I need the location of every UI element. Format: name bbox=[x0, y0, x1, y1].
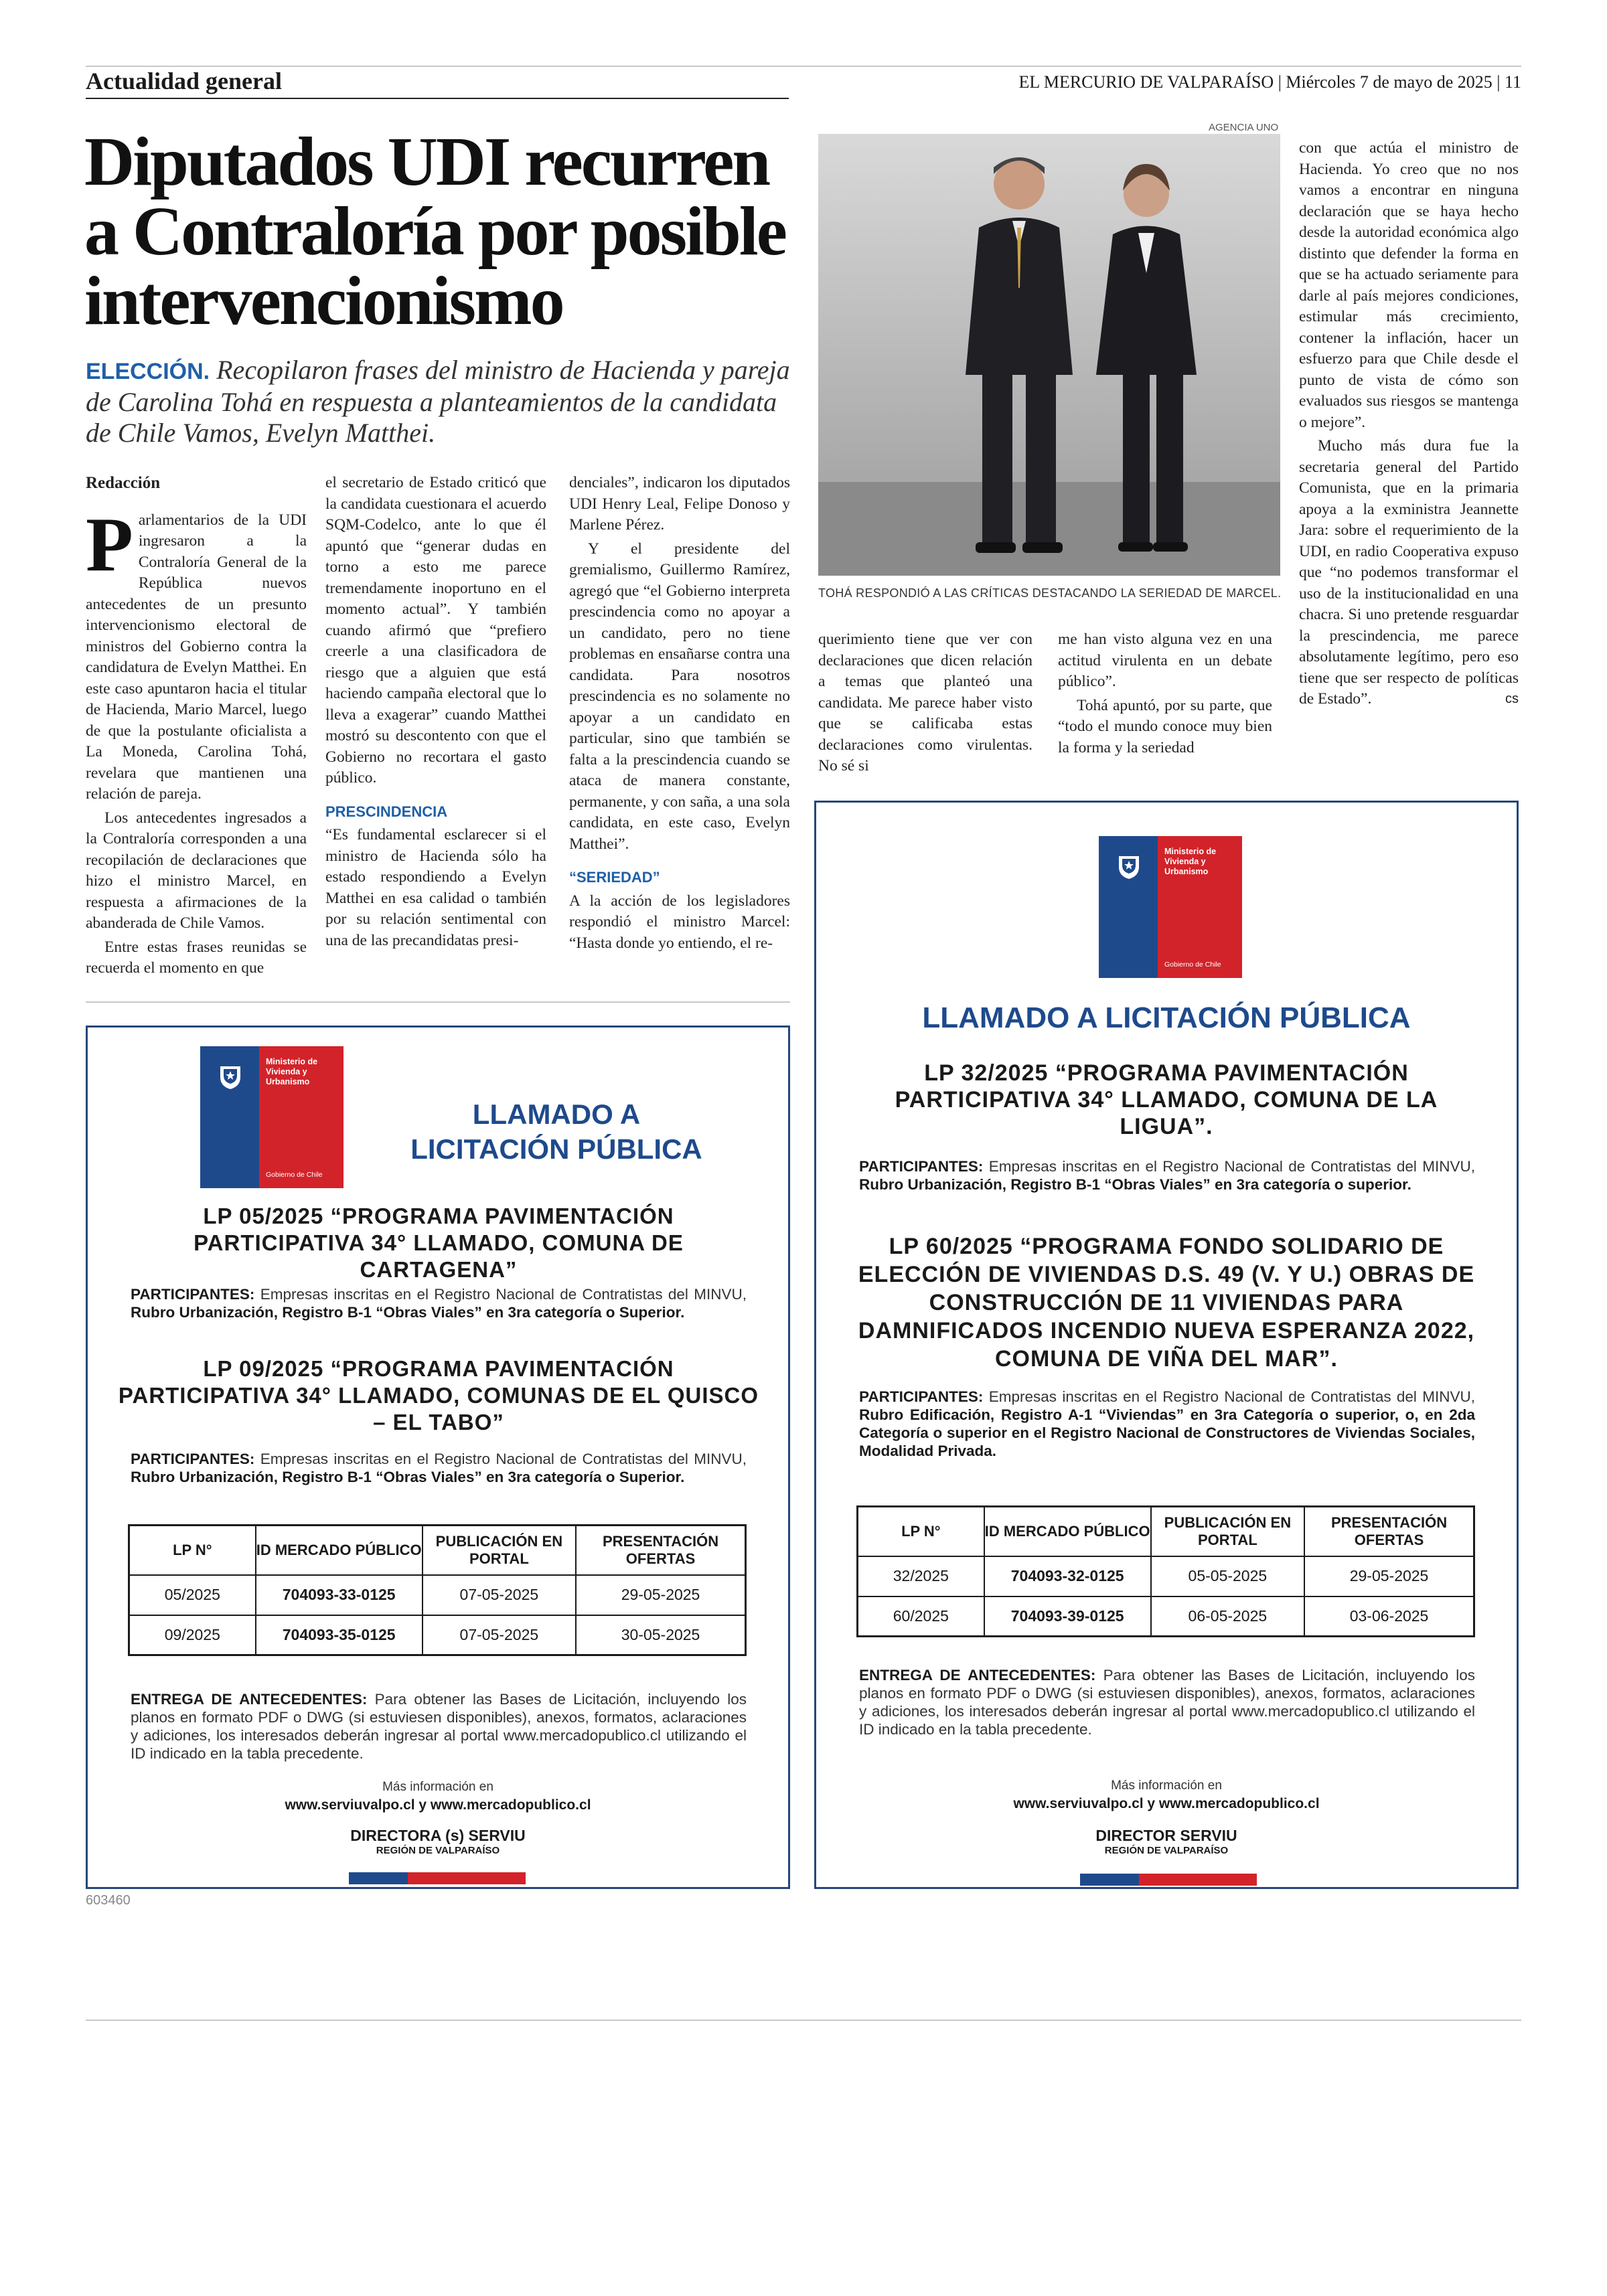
column-header: LP N° bbox=[858, 1507, 984, 1556]
paragraph: me han visto alguna vez en una actitud virulenta en un debate público”. bbox=[1058, 631, 1272, 690]
photo-illustration bbox=[818, 134, 1280, 576]
ad-licitacion-right bbox=[814, 801, 1519, 1889]
article-photo bbox=[818, 134, 1280, 576]
drop-cap: P bbox=[86, 501, 133, 588]
entrega-antecedentes: ENTREGA DE ANTECEDENTES: Para obtener las Bases de Licitación, incluyendo los planos en formato PDF o DWG (si estuviesen disponibles), anexos, formatos, aclaraciones y adiciones, los interesados deberán ingresar al portal www.mercadopublico.cl utilizando el ID indicado en la tabla precedente. bbox=[859, 1667, 1475, 1738]
table-row: 09/2025 704093-35-0125 07-05-2025 30-05-2025 bbox=[129, 1615, 746, 1655]
flag-bar bbox=[1080, 1874, 1257, 1886]
info-links: www.serviuvalpo.cl y www.mercadopublico.cl bbox=[285, 1797, 591, 1813]
column-header: PUBLICACIÓN EN PORTAL bbox=[1151, 1507, 1304, 1556]
paragraph: Entre estas frases reunidas se recuerda el momento en que bbox=[86, 938, 307, 977]
section-underline bbox=[86, 98, 789, 99]
info-links: www.serviuvalpo.cl y www.mercadopublico.cl bbox=[1013, 1796, 1320, 1811]
minvu-logo bbox=[1099, 836, 1242, 978]
subhead-seriedad: “SERIEDAD” bbox=[569, 869, 660, 886]
article-column-5 bbox=[1058, 629, 1272, 761]
lp-participantes: PARTICIPANTES: Empresas inscritas en el Registro Nacional de Contratistas del MINVU, Rubro Urbanización, Registro B-1 “Obras Viales” en 3ra categoría o Superior. bbox=[131, 1451, 747, 1485]
lp-participantes: PARTICIPANTES: Empresas inscritas en el Registro Nacional de Contratistas del MINVU, Rubro Urbanización, Registro B-1 “Obras Viales” en 3ra categoría o Superior. bbox=[131, 1286, 747, 1321]
gobierno-label: Gobierno de Chile bbox=[1164, 961, 1221, 969]
article-column-4 bbox=[818, 629, 1032, 780]
article-headline: Diputados UDI recurren a Contraloría por posible intervencionismo bbox=[84, 123, 785, 339]
lp-title: LP 09/2025 “PROGRAMA PAVIMENTACIÓN PARTICIPATIVA 34° LLAMADO, COMUNAS DE EL QUISCO – EL TABO” bbox=[118, 1356, 759, 1434]
paragraph: “Es fundamental esclarecer si el ministro de Hacienda sólo ha estado respondiendo a Evelyn Matthei en esa calidad o también por su relación sentimental con una de las precandidatas presi- bbox=[325, 826, 546, 949]
coat-of-arms-icon bbox=[1112, 848, 1146, 882]
lp-title: LP 32/2025 “PROGRAMA PAVIMENTACIÓN PARTICIPATIVA 34° LLAMADO, COMUNA DE LA LIGUA”. bbox=[895, 1060, 1438, 1139]
column-header: PUBLICACIÓN EN PORTAL bbox=[423, 1526, 576, 1575]
paragraph: denciales”, indicaron los diputados UDI Henry Leal, Felipe Donoso y Marlene Pérez. bbox=[569, 474, 790, 534]
column-header: ID MERCADO PÚBLICO bbox=[984, 1507, 1151, 1556]
ministry-name: Ministerio de Vivienda y Urbanismo bbox=[266, 1057, 318, 1086]
gobierno-label: Gobierno de Chile bbox=[266, 1171, 323, 1179]
paragraph: Mucho más dura fue la secretaria general del Partido Comunista, que en la primaria apoya a la exministra Jeannette Jara: sobre el requerimiento de la UDI, en radio Cooperativa expuso que “no podemos transformar el uso de la institucionalidad en una chacra. Si uno pretende resguardar la prescindencia, me parece absolutamente legítimo, pero eso tiene que ser respecto de políticas de Estado”. cs bbox=[1299, 436, 1519, 710]
end-mark: cs bbox=[1505, 691, 1519, 706]
section-label: Actualidad general bbox=[86, 68, 282, 94]
paragraph: A la acción de los legisladores respondió el ministro Marcel: “Hasta donde yo entiendo, el re- bbox=[569, 892, 790, 952]
lead-text: Recopilaron frases del ministro de Hacienda y pareja de Carolina Tohá en respuesta a planteamientos de la candidata de Chile Vamos, Evelyn Matthei. bbox=[86, 355, 790, 448]
licitacion-table bbox=[856, 1505, 1475, 1637]
subhead-prescindencia: PRESCINDENCIA bbox=[325, 803, 448, 820]
ministry-name: Ministerio de Vivienda y Urbanismo bbox=[1164, 847, 1217, 876]
page-number: 11 bbox=[1504, 72, 1521, 92]
more-info: Más información en www.serviuvalpo.cl y www.mercadopublico.cl bbox=[816, 1779, 1517, 1812]
paragraph: Tohá apuntó, por su parte, que “todo el mundo conoce muy bien la forma y la seriedad bbox=[1058, 696, 1272, 756]
lp-title: LP 05/2025 “PROGRAMA PAVIMENTACIÓN PARTICIPATIVA 34° LLAMADO, COMUNA DE CARTAGENA” bbox=[194, 1204, 684, 1282]
table-row: 60/2025 704093-39-0125 06-05-2025 03-06-2025 bbox=[858, 1596, 1474, 1637]
separator: | bbox=[1278, 72, 1282, 92]
paragraph: Parlamentarios de la UDI ingresaron a la Contraloría General de la República nuevos antecedentes de un presunto intervencionismo electoral de ministros del Gobierno contra la candidatura de Evelyn Matthei. En este caso apuntaron hacia el titular de Hacienda, Mario Marcel, luego de que la postulante oficialista a La Moneda, Carolina Tohá, revelara que mantienen una relación de pareja. bbox=[86, 501, 307, 803]
signature: DIRECTORA (s) SERVIU REGIÓN DE VALPARAÍSO bbox=[350, 1827, 526, 1856]
column-header: PRESENTACIÓN OFERTAS bbox=[576, 1526, 745, 1575]
ad-title: LLAMADO A LICITACIÓN PÚBLICA bbox=[922, 1001, 1411, 1034]
article-byline: Redacción bbox=[86, 474, 161, 492]
ad-code: 603460 bbox=[86, 1893, 131, 1908]
photo-credit: AGENCIA UNO bbox=[1209, 122, 1279, 133]
article-lead bbox=[86, 355, 795, 448]
article-kicker: ELECCIÓN. bbox=[86, 359, 210, 384]
column-header: LP N° bbox=[129, 1526, 256, 1575]
photo-caption: TOHÁ RESPONDIÓ A LAS CRÍTICAS DESTACANDO LA SERIEDAD DE MARCEL. bbox=[818, 586, 1282, 600]
minvu-logo bbox=[200, 1046, 343, 1188]
ad-licitacion-left bbox=[86, 1026, 790, 1889]
entrega-antecedentes: ENTREGA DE ANTECEDENTES: Para obtener las Bases de Licitación, incluyendo los planos en formato PDF o DWG (si estuviesen disponibles), anexos, formatos, aclaraciones y adiciones, los interesados deberán ingresar al portal www.mercadopublico.cl utilizando el ID indicado en la tabla precedente. bbox=[131, 1691, 747, 1762]
licitacion-table bbox=[128, 1524, 747, 1656]
publication-name: EL MERCURIO DE VALPARAÍSO bbox=[1018, 72, 1274, 92]
lp-participantes: PARTICIPANTES: Empresas inscritas en el Registro Nacional de Contratistas del MINVU, Rubro Urbanización, Registro B-1 “Obras Viales” en 3ra categoría o superior. bbox=[859, 1158, 1475, 1193]
paragraph: con que actúa el ministro de Hacienda. Yo creo que no nos vamos a encontrar en ninguna declaración que se haya hecho desde la autoridad económica algo distinto que defender la forma en que se ha actuado seriamente para darle al país mejores condiciones, estimular más crecimiento, contener la inflación, hacer un esfuerzo para que Chile desde el punto de vista de cómo son evaluados sus riesgos se mantenga o mejore”. bbox=[1299, 139, 1519, 431]
publication-date: Miércoles 7 de mayo de 2025 bbox=[1286, 72, 1493, 92]
paragraph: el secretario de Estado criticó que la candidata cuestionara el acuerdo SQM-Codelco, ante lo que él apuntó que “generar dudas en torno a esto me parece tremendamente inoportuno en el momento actual”. Y también cuando afirmó que “prefiero creerle a una clasificadora de riesgo que a alguien que está haciendo campaña electoral que lo lleva a exagerar” cuando Matthei mostró su descontento con que el Gobierno no recortara el gasto público. bbox=[325, 474, 546, 787]
ad-title: LLAMADO A LICITACIÓN PÚBLICA bbox=[410, 1098, 702, 1165]
masthead-info bbox=[1019, 72, 1521, 92]
paragraph: Los antecedentes ingresados a la Contraloría corresponden a una recopilación de declaraciones que hizo el ministro Marcel, en respuesta a afirmaciones de la abanderada de Chile Vamos. bbox=[86, 809, 307, 932]
more-info: Más información en www.serviuvalpo.cl y www.mercadopublico.cl bbox=[88, 1780, 788, 1813]
table-row: 05/2025 704093-33-0125 07-05-2025 29-05-2025 bbox=[129, 1575, 746, 1615]
coat-of-arms-icon bbox=[214, 1058, 247, 1092]
lp-participantes: PARTICIPANTES: Empresas inscritas en el Registro Nacional de Contratistas del MINVU, Rubro Edificación, Registro A-1 “Viviendas” en 3ra Categoría o superior, o, en 2da Categoría o superior en el Registro Nacional de Constructores de Viviendas Sociales, Modalidad Privada. bbox=[859, 1388, 1475, 1459]
article-column-1 bbox=[86, 473, 307, 982]
bottom-rule bbox=[86, 2020, 1521, 2021]
article-column-6 bbox=[1299, 138, 1519, 713]
article-bottom-rule bbox=[86, 1001, 790, 1003]
paragraph: querimiento tiene que ver con declaraciones que dicen relación a temas que planteó una candidata. Me parece haber visto que se calificaba estas declaraciones como virulentas. No sé si bbox=[818, 631, 1032, 774]
column-header: PRESENTACIÓN OFERTAS bbox=[1304, 1507, 1474, 1556]
flag-bar bbox=[349, 1872, 526, 1884]
separator: | bbox=[1497, 72, 1501, 92]
article-column-3 bbox=[569, 473, 790, 957]
lp-title: LP 60/2025 “PROGRAMA FONDO SOLIDARIO DE ELECCIÓN DE VIVIENDAS D.S. 49 (V. Y U.) OBRAS DE CONSTRUCCIÓN DE 11 VIVIENDAS PARA DAMNIFICADOS INCENDIO NUEVA ESPERANZA 2022, COMUNA DE VIÑA DEL MAR”. bbox=[858, 1234, 1475, 1372]
column-header: ID MERCADO PÚBLICO bbox=[256, 1526, 423, 1575]
paragraph: Y el presidente del gremialismo, Guillermo Ramírez, agregó que “el Gobierno interpreta prescindencia como no apoyar a un candidato, pero no tiene problemas en ensañarse contra una candidata. Para nosotros prescindencia es no solamente no apoyar a un candidato en particular, sino que también se falta a la prescindencia cuando se ataca de manera constante, permanente, y con saña, a una sola candidata, en este caso, Evelyn Matthei”. bbox=[569, 540, 790, 853]
article-column-2 bbox=[325, 473, 546, 954]
signature: DIRECTOR SERVIU REGIÓN DE VALPARAÍSO bbox=[1095, 1827, 1237, 1856]
table-row: 32/2025 704093-32-0125 05-05-2025 29-05-2025 bbox=[858, 1556, 1474, 1596]
header-rule bbox=[86, 66, 1521, 67]
